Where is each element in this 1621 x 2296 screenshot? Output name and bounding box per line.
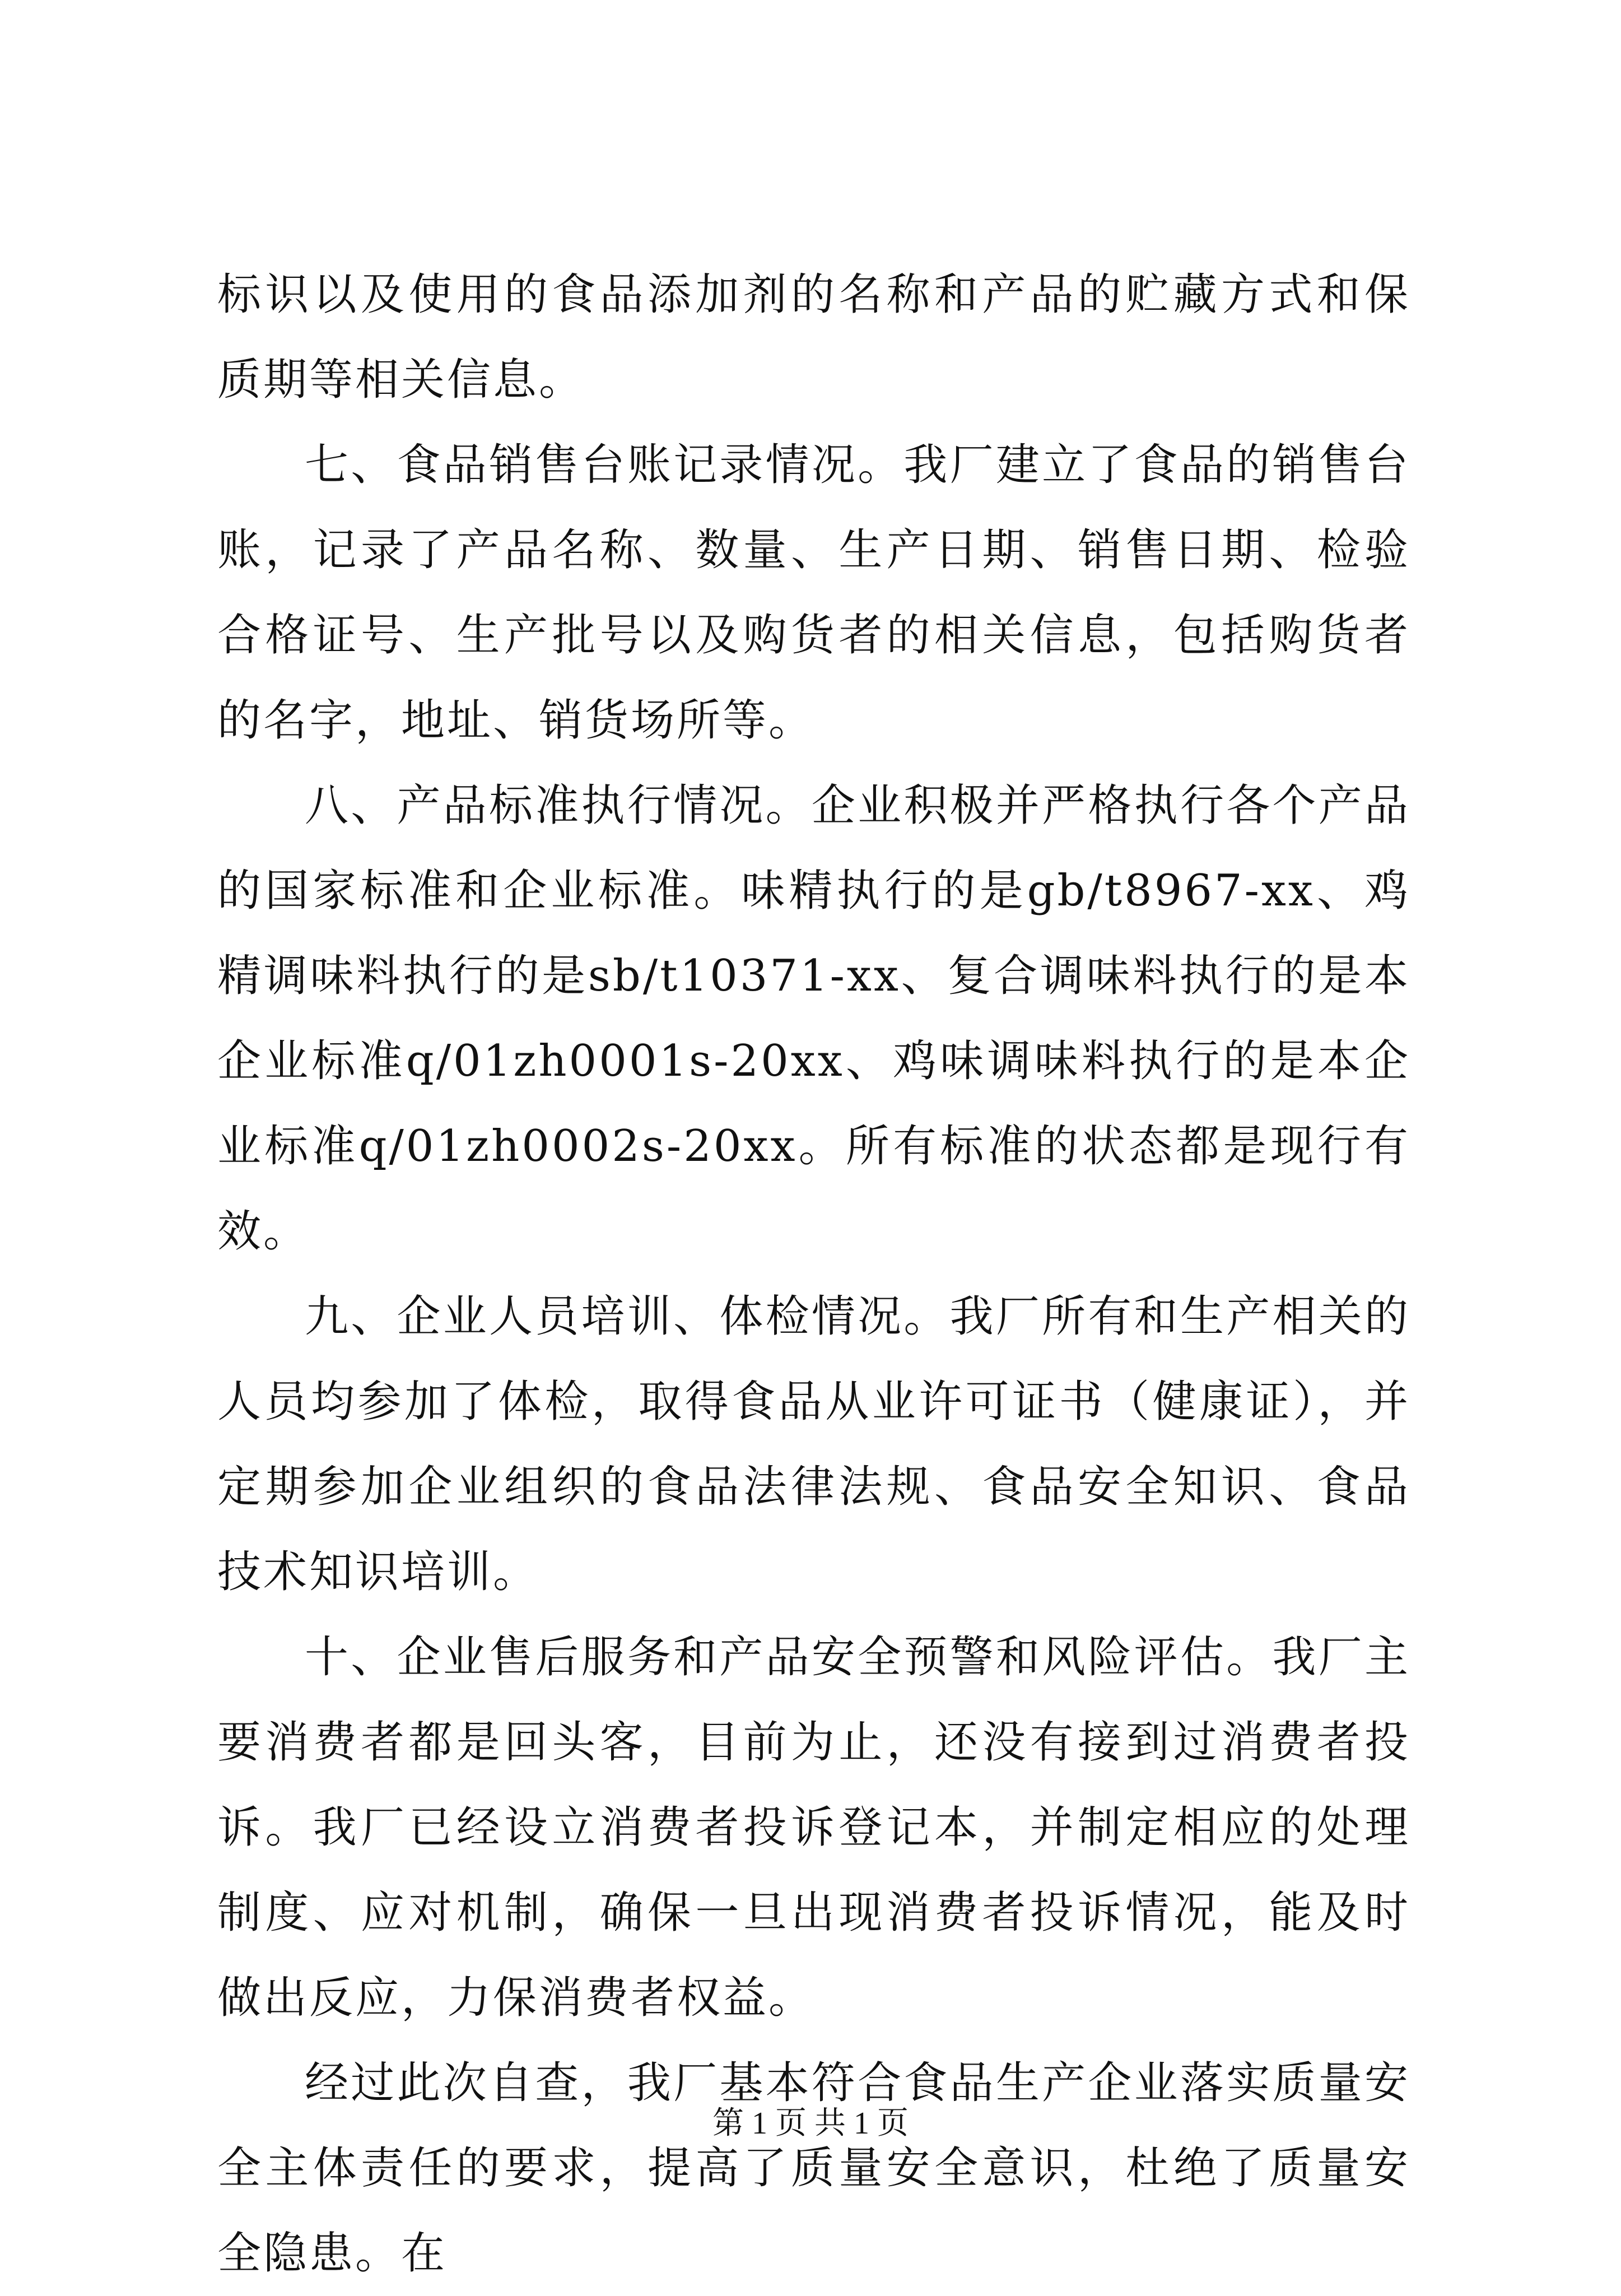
paragraph-conclusion: 经过此次自查，我厂基本符合食品生产企业落实质量安全主体责任的要求，提高了质量安全意识，杜绝了质量安全隐患。在	[217, 2058, 1410, 2279]
paragraph-continuation: 标识以及使用的食品添加剂的名称和产品的贮藏方式和保质期等相关信息。	[217, 269, 1410, 405]
paragraph-staff-training: 九、企业人员培训、体检情况。我厂所有和生产相关的人员均参加了体检，取得食品从业许可证书（健康证），并定期参加企业组织的食品法律法规、食品安全知识、食品技术知识培训。	[217, 1291, 1410, 1597]
paragraph-sales-ledger: 七、食品销售台账记录情况。我厂建立了食品的销售台账，记录了产品名称、数量、生产日期、销售日期、检验合格证号、生产批号以及购货者的相关信息，包括购货者的名字，地址、销货场所等。	[217, 440, 1410, 746]
paragraph-after-sales: 十、企业售后服务和产品安全预警和风险评估。我厂主要消费者都是回头客，目前为止，还没有接到过消费者投诉。我厂已经设立消费者投诉登记本，并制定相应的处理制度、应对机制，确保一旦出现消费者投诉情况，能及时做出反应，力保消费者权益。	[217, 1632, 1410, 2023]
paragraph-product-standards: 八、产品标准执行情况。企业积极并严格执行各个产品的国家标准和企业标准。味精执行的是gb/t8967-xx、鸡精调味料执行的是sb/t10371-xx、复合调味料执行的是本企业标准q/01zh0001s-20xx、鸡味调味料执行的是本企业标准q/01zh0002s-20xx。所有标准的状态都是现行有效。	[217, 780, 1410, 1257]
document-body	[217, 252, 1410, 2296]
page-footer: 第 1 页 共 1 页	[712, 2106, 909, 2141]
